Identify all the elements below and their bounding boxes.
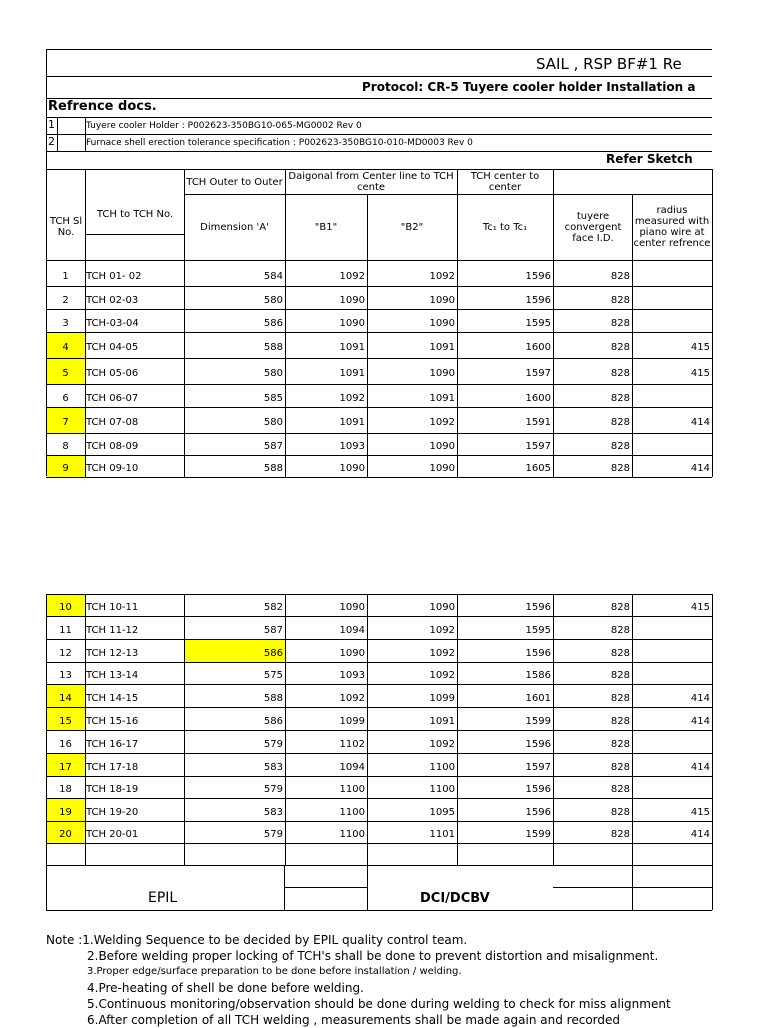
row-tc: 1597 [525, 762, 551, 773]
row-radius: 414 [690, 463, 710, 474]
row-tch-no: TCH 10-11 [86, 602, 139, 613]
grid-vline [85, 117, 86, 151]
row-sl-no: 18 [59, 784, 72, 795]
row-sl-no: 7 [62, 417, 69, 428]
row-face-id: 828 [610, 670, 630, 681]
row-dimension-a: 580 [263, 295, 283, 306]
note-5: 5.Continuous monitoring/observation should be done during welding to check for miss alignment [87, 997, 671, 1011]
row-face-id: 828 [610, 648, 630, 659]
row-sl-no: 11 [59, 625, 72, 636]
row-sl-no: 5 [62, 368, 69, 379]
row-b1: 1091 [339, 342, 365, 353]
grid-vline [553, 594, 554, 865]
row-b1: 1093 [339, 670, 365, 681]
ref-1-no: 1 [48, 118, 55, 131]
notes [46, 932, 671, 1028]
row-tc: 1600 [525, 393, 551, 404]
row-radius [633, 662, 711, 684]
row-dimension-a: 588 [263, 463, 283, 474]
row-face-id: 828 [610, 784, 630, 795]
row-tc: 1596 [525, 271, 551, 282]
grid-vline [85, 260, 86, 477]
row-b1: 1092 [339, 693, 365, 704]
row-face-id: 828 [610, 368, 630, 379]
row-sl-no: 3 [62, 318, 69, 329]
row-dimension-a: 587 [263, 441, 283, 452]
row-face-id: 828 [610, 318, 630, 329]
row-tc: 1596 [525, 602, 551, 613]
header-b1: "B1" [314, 221, 338, 233]
row-sl-no: 15 [59, 716, 72, 727]
row-tc: 1599 [525, 829, 551, 840]
row-tch-no: TCH 17-18 [86, 762, 139, 773]
row-b1: 1093 [339, 441, 365, 452]
row-tc: 1595 [525, 625, 551, 636]
row-b2: 1092 [429, 648, 455, 659]
row-b1: 1090 [339, 648, 365, 659]
row-tc: 1605 [525, 463, 551, 474]
grid-vline [553, 260, 554, 477]
grid-vline [285, 260, 286, 477]
row-sl-no: 9 [62, 463, 69, 474]
row-tch-no: TCH 14-15 [86, 693, 139, 704]
row-b2: 1092 [429, 670, 455, 681]
row-radius [633, 433, 711, 455]
grid-vline [457, 169, 458, 260]
grid-vline [632, 594, 633, 865]
grid-vline [184, 594, 185, 865]
sheet-title: SAIL , RSP BF#1 Re [536, 55, 682, 73]
row-tc: 1596 [525, 295, 551, 306]
row-b2: 1092 [429, 417, 455, 428]
row-radius: 414 [690, 829, 710, 840]
row-b2: 1092 [429, 739, 455, 750]
row-dimension-a: 588 [263, 342, 283, 353]
row-sl-no: 2 [62, 295, 69, 306]
row-radius [633, 262, 711, 286]
row-face-id: 828 [610, 417, 630, 428]
row-radius: 415 [690, 807, 710, 818]
row-b2: 1090 [429, 368, 455, 379]
row-b2: 1095 [429, 807, 455, 818]
row-face-id: 828 [610, 625, 630, 636]
grid-vline [712, 594, 713, 865]
grid-hline [46, 98, 712, 99]
row-tch-no: TCH 13-14 [86, 670, 139, 681]
row-face-id: 828 [610, 762, 630, 773]
grid-vline [285, 169, 286, 260]
row-face-id: 828 [610, 829, 630, 840]
row-face-id: 828 [610, 342, 630, 353]
protocol-title: Protocol: CR-5 Tuyere cooler holder Installation a [362, 80, 696, 94]
grid-vline [367, 594, 368, 865]
row-face-id: 828 [610, 693, 630, 704]
row-radius [633, 309, 711, 332]
row-sl-no: 16 [59, 739, 72, 750]
header-center-to-center: TCH center to center [470, 171, 540, 193]
grid-hline [46, 260, 712, 261]
note-2: 2.Before welding proper locking of TCH's shall be done to prevent distortion and misalignment. [87, 949, 659, 963]
row-b2: 1090 [429, 295, 455, 306]
row-dimension-a: 583 [263, 807, 283, 818]
grid-top [46, 49, 712, 50]
ref-2-text: Furnace shell erection tolerance specification : P002623-350BG10-010-MD0003 Rev 0 [86, 138, 473, 148]
grid-hline [46, 865, 712, 866]
row-sl-no: 6 [62, 393, 69, 404]
row-tch-no: TCH 15-16 [86, 716, 139, 727]
note-3: 3.Proper edge/surface preparation to be done before installation / welding. [87, 966, 462, 977]
row-dimension-a: 584 [263, 271, 283, 282]
header-dimension-a: Dimension 'A' [200, 221, 269, 233]
row-dimension-a: 580 [263, 368, 283, 379]
row-b2: 1091 [429, 393, 455, 404]
row-sl-no: 14 [59, 693, 72, 704]
row-b1: 1091 [339, 417, 365, 428]
row-line [46, 477, 712, 478]
row-tc: 1601 [525, 693, 551, 704]
row-tch-no: TCH 19-20 [86, 807, 139, 818]
row-tc: 1586 [525, 670, 551, 681]
note-6: 6.After completion of all TCH welding , measurements shall be made again and recorded [87, 1013, 621, 1027]
row-radius: 414 [690, 716, 710, 727]
grid-vline [367, 865, 368, 910]
row-b2: 1090 [429, 441, 455, 452]
header-radius: radius measured with piano wire at center refrence [633, 205, 711, 249]
row-b1: 1090 [339, 602, 365, 613]
row-dimension-a: 575 [263, 670, 283, 681]
row-sl-no: 8 [62, 441, 69, 452]
row-tc: 1599 [525, 716, 551, 727]
row-dimension-a: 588 [263, 693, 283, 704]
grid-vline [57, 117, 58, 151]
row-tch-no: TCH 20-01 [86, 829, 139, 840]
row-tc: 1591 [525, 417, 551, 428]
grid-vline [46, 865, 47, 910]
row-sl-no: 13 [59, 670, 72, 681]
row-b1: 1102 [339, 739, 365, 750]
header-outer-to-outer: TCH Outer to Outer [186, 176, 283, 188]
row-sl-no: 10 [59, 602, 72, 613]
row-face-id: 828 [610, 441, 630, 452]
row-radius [633, 639, 711, 662]
grid-hline [553, 887, 632, 888]
row-b2: 1101 [429, 829, 455, 840]
row-face-id: 828 [610, 602, 630, 613]
grid-vline [46, 594, 47, 865]
row-tch-no: TCH 08-09 [86, 441, 139, 452]
row-radius: 415 [690, 368, 710, 379]
header-diagonal: Daigonal from Center line to TCH cente [288, 171, 454, 193]
row-b1: 1091 [339, 368, 365, 379]
row-b2: 1090 [429, 318, 455, 329]
row-face-id: 828 [610, 295, 630, 306]
row-tch-no: TCH 12-13 [86, 648, 139, 659]
grid-vline [712, 260, 713, 477]
grid-hline [46, 134, 712, 135]
row-radius [633, 730, 711, 753]
header-tc: Tc₁ to Tc₁ [482, 221, 528, 233]
row-tc: 1597 [525, 441, 551, 452]
row-radius: 414 [690, 693, 710, 704]
row-b2: 1100 [429, 762, 455, 773]
grid-vline [367, 260, 368, 477]
grid-hline [85, 234, 184, 235]
row-line [46, 843, 712, 844]
row-face-id: 828 [610, 739, 630, 750]
grid-hline [46, 151, 712, 152]
row-tc: 1596 [525, 807, 551, 818]
row-dimension-a: 579 [263, 739, 283, 750]
row-tch-no: TCH 16-17 [86, 739, 139, 750]
row-tch-no: TCH 09-10 [86, 463, 139, 474]
sign-dci-dcbv: DCI/DCBV [420, 891, 490, 906]
grid-vline [632, 194, 633, 260]
row-tch-no: TCH 18-19 [86, 784, 139, 795]
row-dimension-a: 583 [263, 762, 283, 773]
grid-vline [85, 169, 86, 260]
row-tc: 1596 [525, 648, 551, 659]
row-tch-no: TCH 02-03 [86, 295, 139, 306]
row-tc: 1597 [525, 368, 551, 379]
row-tch-no: TCH-03-04 [86, 318, 139, 329]
note-1: Note :1.Welding Sequence to be decided by EPIL quality control team. [46, 933, 468, 947]
row-b2: 1099 [429, 693, 455, 704]
row-tc: 1596 [525, 784, 551, 795]
row-b2: 1091 [429, 342, 455, 353]
grid-bottom [46, 910, 712, 911]
row-b1: 1094 [339, 625, 365, 636]
row-tc: 1600 [525, 342, 551, 353]
grid-vline [184, 169, 185, 260]
header-sl-no: TCH Sl No. [49, 216, 83, 238]
row-sl-no: 17 [59, 762, 72, 773]
row-b1: 1094 [339, 762, 365, 773]
row-dimension-a: 586 [263, 648, 283, 659]
grid-vline [457, 260, 458, 477]
grid-vline [285, 594, 286, 865]
row-sl-no: 20 [59, 829, 72, 840]
grid-hline [46, 76, 712, 77]
row-b1: 1090 [339, 295, 365, 306]
grid-hline [632, 887, 712, 888]
row-face-id: 828 [610, 807, 630, 818]
grid-vline [712, 865, 713, 910]
row-tch-no: TCH 05-06 [86, 368, 139, 379]
row-b2: 1092 [429, 271, 455, 282]
grid-hline [46, 169, 712, 170]
row-dimension-a: 585 [263, 393, 283, 404]
grid-vline [457, 594, 458, 865]
grid-vline [85, 594, 86, 865]
row-b1: 1100 [339, 784, 365, 795]
row-radius: 414 [690, 417, 710, 428]
grid-vline [184, 260, 185, 477]
note-4: 4.Pre-heating of shell be done before welding. [87, 981, 364, 995]
row-dimension-a: 579 [263, 829, 283, 840]
row-face-id: 828 [610, 716, 630, 727]
row-face-id: 828 [610, 393, 630, 404]
row-tch-no: TCH 07-08 [86, 417, 139, 428]
row-b1: 1090 [339, 463, 365, 474]
row-face-id: 828 [610, 271, 630, 282]
header-b2: "B2" [400, 221, 424, 233]
grid-hline [184, 194, 553, 195]
row-radius [633, 286, 711, 309]
grid-hline [284, 887, 367, 888]
row-dimension-a: 580 [263, 417, 283, 428]
row-tch-no: TCH 04-05 [86, 342, 139, 353]
row-sl-no: 1 [62, 271, 69, 282]
row-tch-no: TCH 01- 02 [86, 271, 142, 282]
row-b2: 1092 [429, 625, 455, 636]
row-face-id: 828 [610, 463, 630, 474]
row-tc: 1595 [525, 318, 551, 329]
row-b2: 1090 [429, 602, 455, 613]
refer-sketch: Refer Sketch [606, 152, 693, 166]
row-b1: 1090 [339, 318, 365, 329]
row-b1: 1100 [339, 807, 365, 818]
row-dimension-a: 582 [263, 602, 283, 613]
refs-heading: Refrence docs. [48, 99, 157, 114]
row-radius: 414 [690, 762, 710, 773]
row-sl-no: 4 [62, 342, 69, 353]
row-tch-no: TCH 06-07 [86, 393, 139, 404]
header-face-id: tuyere convergent face I.D. [564, 210, 622, 244]
row-b1: 1100 [339, 829, 365, 840]
row-sl-no: 19 [59, 807, 72, 818]
row-radius [633, 616, 711, 639]
row-b2: 1091 [429, 716, 455, 727]
row-b2: 1100 [429, 784, 455, 795]
row-b1: 1092 [339, 393, 365, 404]
grid-vline [367, 194, 368, 260]
row-radius: 415 [690, 342, 710, 353]
row-dimension-a: 586 [263, 318, 283, 329]
row-radius [633, 384, 711, 407]
grid-vline [553, 169, 554, 260]
grid-hline [46, 117, 712, 118]
ref-1-text: Tuyere cooler Holder : P002623-350BG10-065-MG0002 Rev 0 [86, 121, 362, 131]
header-tch-no: TCH to TCH No. [96, 208, 174, 220]
sign-epil: EPIL [148, 890, 178, 906]
row-tch-no: TCH 11-12 [86, 625, 139, 636]
row-b1: 1092 [339, 271, 365, 282]
grid-vline [712, 169, 713, 260]
row-b1: 1099 [339, 716, 365, 727]
grid-vline [632, 260, 633, 477]
row-dimension-a: 579 [263, 784, 283, 795]
row-dimension-a: 586 [263, 716, 283, 727]
row-dimension-a: 587 [263, 625, 283, 636]
row-radius [633, 776, 711, 798]
ref-2-no: 2 [48, 135, 55, 148]
row-radius: 415 [690, 602, 710, 613]
row-tc: 1596 [525, 739, 551, 750]
row-sl-no: 12 [59, 648, 72, 659]
row-b2: 1090 [429, 463, 455, 474]
